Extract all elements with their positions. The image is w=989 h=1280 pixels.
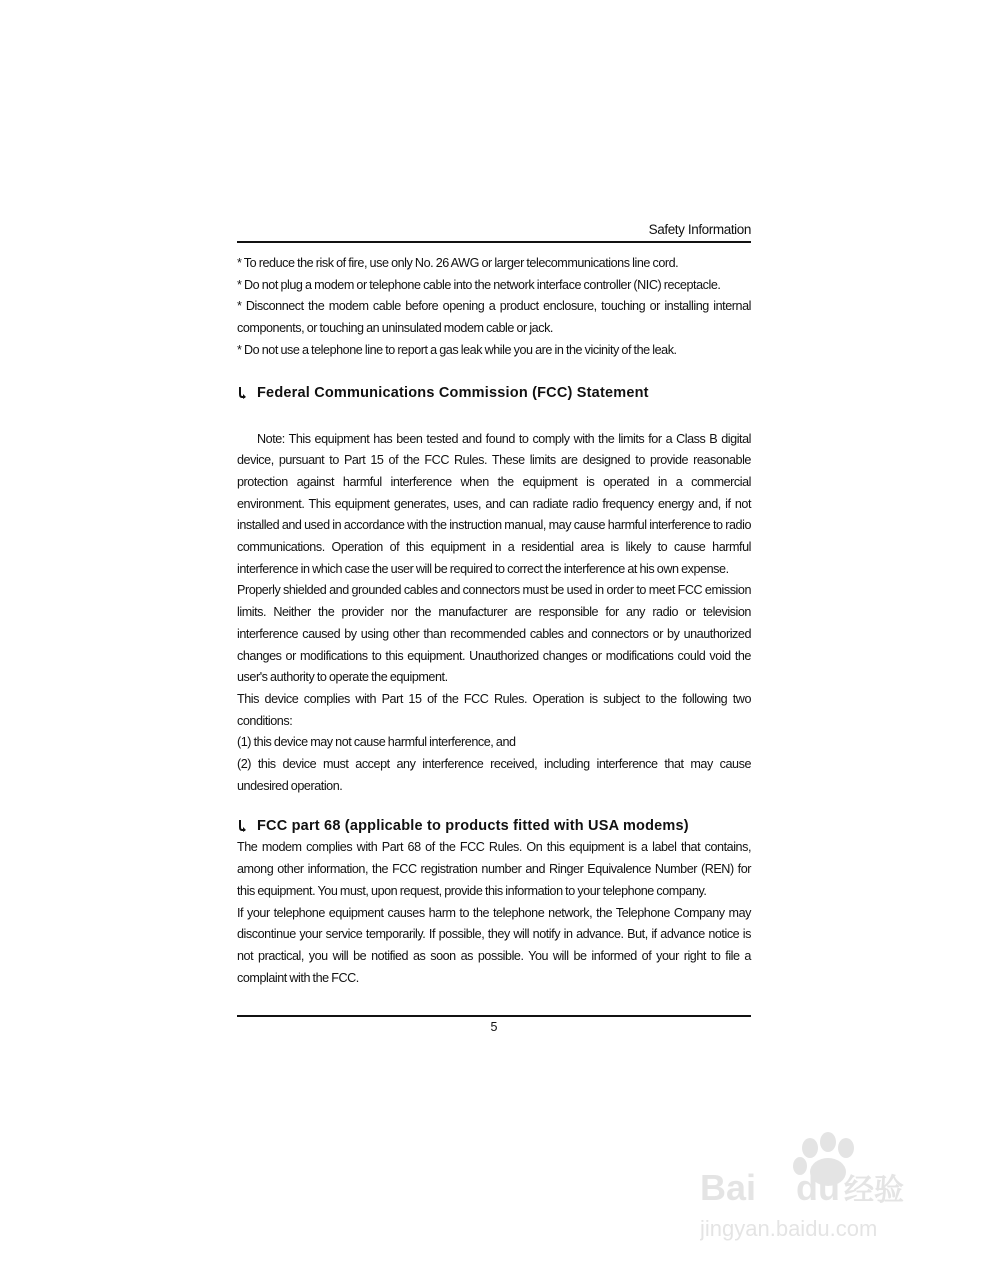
svg-text:du: du xyxy=(796,1167,840,1208)
page-footer xyxy=(237,1015,751,1034)
fcc-condition: (2) this device must accept any interference received, including interference that may cause undesired operation. xyxy=(237,757,751,793)
running-header: Safety Information xyxy=(237,222,751,243)
baidu-jingyan-watermark xyxy=(700,1128,940,1248)
pointing-hand-icon xyxy=(237,819,257,833)
fcc-condition: (1) this device may not cause harmful interference, and xyxy=(237,735,516,750)
document-page xyxy=(237,222,751,1034)
intro-bullet: * Disconnect the modem cable before opening a product enclosure, touching or installing internal components, or touching an uninsulated modem cable or jack. xyxy=(237,299,751,336)
fcc-paragraph: Note: This equipment has been tested and found to comply with the limits for a Class B digital device, pursuant to Part 15 of the FCC Rules. These limits are designed to provide reasonable protection against harmful interference when the equipment is operated in a commercial environment. This equipment generates, uses, and can radiate radio frequency energy and, if not installed and used in accordance with the instruction manual, may cause harmful interference to radio communications. Operation of this equipment in a residential area is likely to cause harmful interference in which case the user will be required to correct the interference at his own expense. xyxy=(237,431,751,576)
part68-paragraph: The modem complies with Part 68 of the FCC Rules. On this equipment is a label that contains, among other information, the FCC registration number and Ringer Equivalence Number (REN) for this equipment. You must, upon request, provide this information to your telephone company. xyxy=(237,840,751,898)
paw-logo-icon xyxy=(700,1128,940,1248)
fcc-section-title: Federal Communications Commission (FCC) Statement xyxy=(257,384,649,401)
fcc-section-heading xyxy=(237,385,751,401)
intro-bullet: * Do not use a telephone line to report a gas leak while you are in the vicinity of the leak. xyxy=(237,342,677,357)
svg-text:Bai: Bai xyxy=(700,1167,757,1208)
fcc-paragraph: Properly shielded and grounded cables and connectors must be used in order to meet FCC emission limits. Neither the provider nor the manufacturer are responsible for any radio or television interference caused by using other than recommended cables and connectors or by unauthorized changes or modifications to this equipment. Unauthorized changes or modifications could void the user's authority to operate the equipment. xyxy=(237,583,751,685)
part68-section-body xyxy=(237,837,751,989)
part68-section-title: FCC part 68 (applicable to products fitted with USA modems) xyxy=(257,818,689,835)
intro-bullet: * Do not plug a modem or telephone cable into the network interface controller (NIC) receptacle. xyxy=(237,277,721,292)
fcc-paragraph: This device complies with Part 15 of the FCC Rules. Operation is subject to the following two conditions: xyxy=(237,691,751,728)
intro-bullet-list xyxy=(237,253,751,362)
fcc-section-body xyxy=(237,429,751,798)
pointing-hand-icon xyxy=(237,386,257,400)
part68-paragraph: If your telephone equipment causes harm to the telephone network, the Telephone Company may discontinue your service temporarily. If possible, they will notify in advance. But, if advance notice is not practical, you will be notified as soon as possible. You will be informed of your right to file a complaint with the FCC. xyxy=(237,905,751,985)
svg-text:经验: 经验 xyxy=(844,1173,904,1208)
page-number: 5 xyxy=(490,1020,498,1035)
part68-section-heading xyxy=(237,818,751,834)
intro-bullet: * To reduce the risk of fire, use only No. 26 AWG or larger telecommunications line cord. xyxy=(237,256,679,270)
svg-text:jingyan.baidu.com: jingyan.baidu.com xyxy=(700,1216,878,1241)
